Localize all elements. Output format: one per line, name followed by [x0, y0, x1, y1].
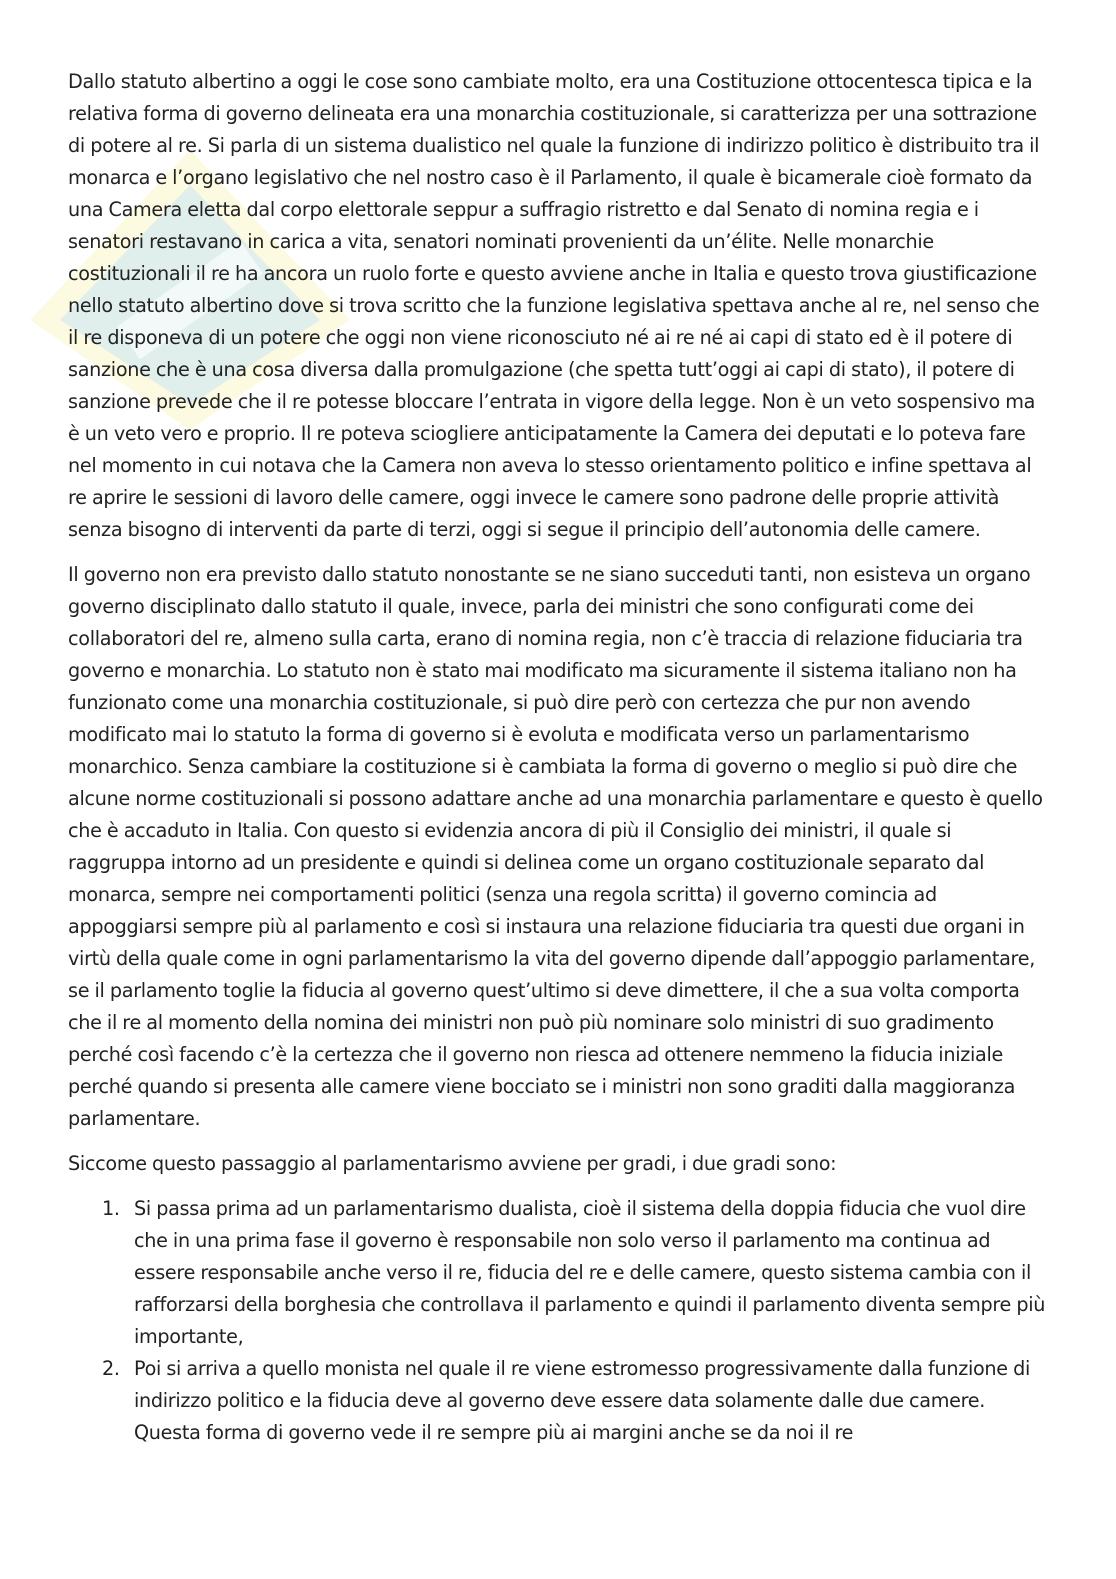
numbered-list	[68, 1193, 1048, 1449]
document-body	[68, 66, 1048, 1449]
list-item	[68, 1193, 1048, 1353]
paragraph: Siccome questo passaggio al parlamentarismo avviene per gradi, i due gradi sono:	[68, 1152, 837, 1175]
list-item-text: Poi si arriva a quello monista nel quale il re viene estromesso progressivamente dalla funzione di indirizzo politico e la fiducia deve al governo deve essere data solamente dalle due camere. Questa forma di governo vede il re sempre più ai margini anche se da noi il re	[134, 1357, 1031, 1444]
list-item-number: 2.	[102, 1357, 120, 1380]
list-item-number: 1.	[102, 1197, 120, 1220]
paragraph: Il governo non era previsto dallo statuto nonostante se ne siano succeduti tanti, non esisteva un organo governo disciplinato dallo statuto il quale, invece, parla dei ministri che sono configurati come dei collaboratori del re, almeno sulla carta, erano di nomina regia, non c’è traccia di relazione fiduciaria tra governo e monarchia. Lo statuto non è stato mai modificato ma sicuramente il sistema italiano non ha funzionato come una monarchia costituzionale, si può dire però con certezza che pur non avendo modificato mai lo statuto la forma di governo si è evoluta e modificata verso un parlamentarismo monarchico. Senza cambiare la costituzione si è cambiata la forma di governo o meglio si può dire che alcune norme costituzionali si possono adattare anche ad una monarchia parlamentare e questo è quello che è accaduto in Italia. Con questo si evidenzia ancora di più il Consiglio dei ministri, il quale si raggruppa intorno ad un presidente e quindi si delinea come un organo costituzionale separato dal monarca, sempre nei comportamenti politici (senza una regola scritta) il governo comincia ad appoggiarsi sempre più al parlamento e così si instaura una relazione fiduciaria tra questi due organi in virtù della quale come in ogni parlamentarismo la vita del governo dipende dall’appoggio parlamentare, se il parlamento toglie la fiducia al governo quest’ultimo si deve dimettere, il che a sua volta comporta che il re al momento della nomina dei ministri non può più nominare solo ministri di suo gradimento perché così facendo c’è la certezza che il governo non riesca ad ottenere nemmeno la fiducia iniziale perché quando si presenta alle camere viene bocciato se i ministri non sono graditi dalla maggioranza parlamentare.	[68, 563, 1043, 1130]
paragraph: Dallo statuto albertino a oggi le cose sono cambiate molto, era una Costituzione ottocentesca tipica e la relativa forma di governo delineata era una monarchia costituzionale, si caratterizza per una sottrazione di potere al re. Si parla di un sistema dualistico nel quale la funzione di indirizzo politico è distribuito tra il monarca e l’organo legislativo che nel nostro caso è il Parlamento, il quale è bicamerale cioè formato da una Camera eletta dal corpo elettorale seppur a suffragio ristretto e dal Senato di nomina regia e i senatori restavano in carica a vita, senatori nominati provenienti da un’élite. Nelle monarchie costituzionali il re ha ancora un ruolo forte e questo avviene anche in Italia e questo trova giustificazione nello statuto albertino dove si trova scritto che la funzione legislativa spettava anche al re, nel senso che il re disponeva di un potere che oggi non viene riconosciuto né ai re né ai capi di stato ed è il potere di sanzione che è una cosa diversa dalla promulgazione (che spetta tutt’oggi ai capi di stato), il potere di sanzione prevede che il re potesse bloccare l’entrata in vigore della legge. Non è un veto sospensivo ma è un veto vero e proprio. Il re poteva sciogliere anticipatamente la Camera dei deputati e lo poteva fare nel momento in cui notava che la Camera non aveva lo stesso orientamento politico e infine spettava al re aprire le sessioni di lavoro delle camere, oggi invece le camere sono padrone delle proprie attività senza bisogno di interventi da parte di terzi, oggi si segue il principio dell’autonomia delle camere.	[68, 70, 1040, 541]
list-item	[68, 1353, 1048, 1449]
list-item-text: Si passa prima ad un parlamentarismo dualista, cioè il sistema della doppia fiducia che vuol dire che in una prima fase il governo è responsabile non solo verso il parlamento ma continua ad essere responsabile anche verso il re, fiducia del re e delle camere, questo sistema cambia con il rafforzarsi della borghesia che controllava il parlamento e quindi il parlamento diventa sempre più importante,	[134, 1197, 1046, 1348]
